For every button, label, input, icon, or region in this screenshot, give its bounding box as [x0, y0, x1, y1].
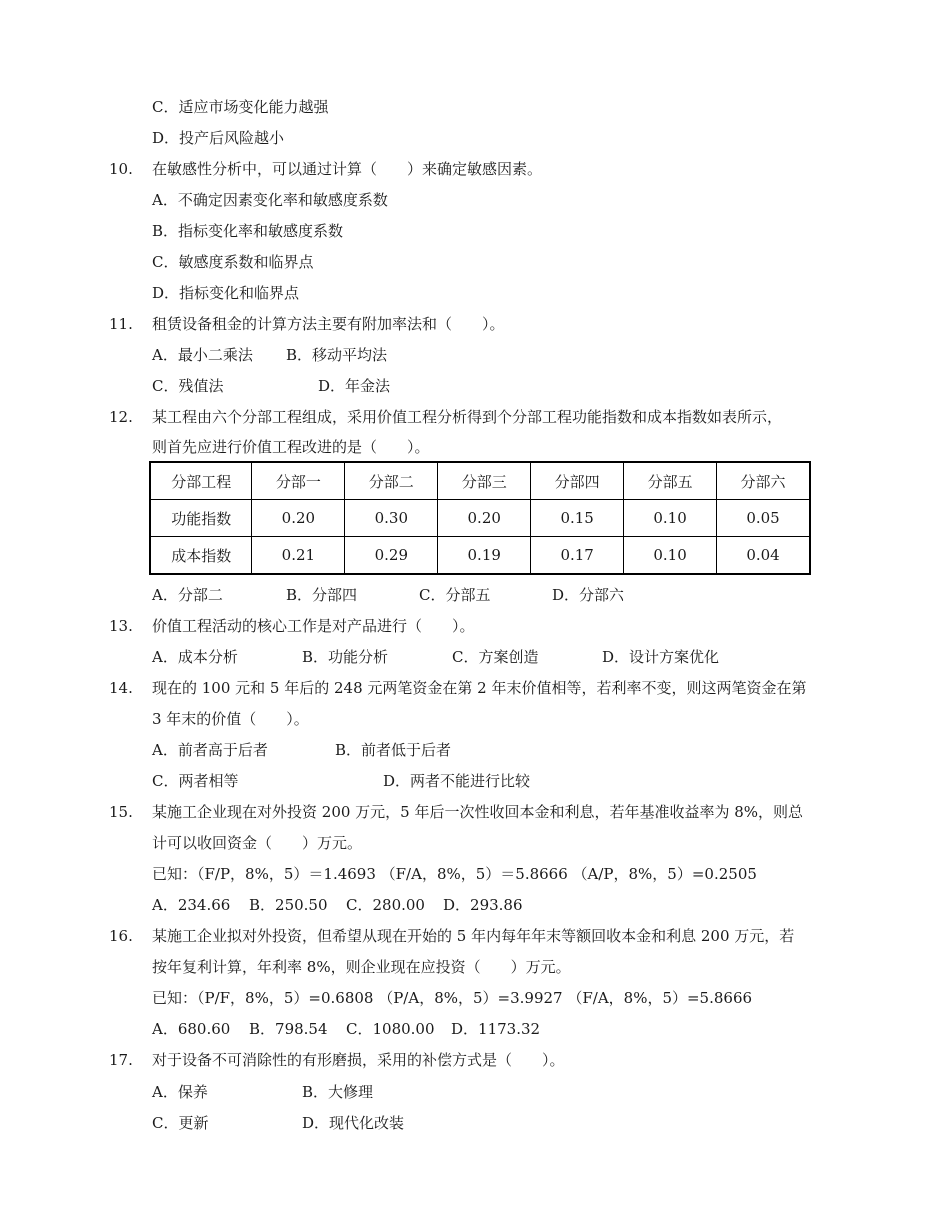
question-number: 17. — [109, 1051, 133, 1069]
table-header-cell: 分部三 — [438, 462, 531, 500]
question-number: 12. — [109, 408, 133, 426]
table-header-cell: 分部四 — [531, 462, 624, 500]
q12-option-d: D．分部六 — [552, 586, 625, 604]
question-text: 则首先应进行价值工程改进的是（ ）。 — [152, 438, 430, 456]
q16-option-c: C．1080.00 — [346, 1020, 435, 1038]
question-text: 某施工企业拟对外投资，但希望从现在开始的 5 年内每年年末等额回收本金和利息 200 万元，若 — [152, 927, 795, 945]
question-text: 3 年末的价值（ ）。 — [152, 710, 309, 728]
q10-option-a: A．不确定因素变化率和敏感度系数 — [152, 191, 388, 209]
q17-option-a: A．保养 — [152, 1083, 208, 1101]
q11-option-b: B．移动平均法 — [286, 346, 388, 364]
table-cell: 0.17 — [531, 537, 624, 575]
q15-option-b: B．250.50 — [249, 896, 328, 914]
table-header-cell: 分部一 — [252, 462, 345, 500]
q16-option-d: D．1173.32 — [451, 1020, 541, 1038]
q13-option-b: B．功能分析 — [302, 648, 389, 666]
table-row — [150, 537, 810, 575]
table-header-cell: 分部二 — [345, 462, 438, 500]
q13-option-c: C．方案创造 — [452, 648, 539, 666]
question-text: 现在的 100 元和 5 年后的 248 元两笔资金在第 2 年末价值相等，若利率不变，则这两笔资金在第 — [152, 679, 807, 697]
question-number: 16. — [109, 927, 133, 945]
table-header-cell: 分部五 — [624, 462, 717, 500]
given-factors: 已知：（F/P，8%，5）＝1.4693 （F/A，8%，5）＝5.8666 （A/P，8%，5）=0.2505 — [152, 865, 757, 883]
question-number: 13. — [109, 617, 133, 635]
question-text: 按年复利计算，年利率 8%，则企业现在应投资（ ）万元。 — [152, 958, 571, 976]
q16-option-a: A．680.60 — [152, 1020, 231, 1038]
question-number: 14. — [109, 679, 133, 697]
table-cell: 0.15 — [531, 500, 624, 537]
q10-option-b: B．指标变化率和敏感度系数 — [152, 222, 344, 240]
question-text: 价值工程活动的核心工作是对产品进行（ ）。 — [152, 617, 475, 635]
q11-option-c: C．残值法 — [152, 377, 224, 395]
q16-option-b: B．798.54 — [249, 1020, 328, 1038]
q10-option-c: C．敏感度系数和临界点 — [152, 253, 314, 271]
table-row-label: 成本指数 — [150, 537, 252, 575]
q9-option-d: D．投产后风险越小 — [152, 129, 285, 147]
table-header-cell: 分部工程 — [150, 462, 252, 500]
q11-option-d: D．年金法 — [318, 377, 391, 395]
q15-option-c: C．280.00 — [346, 896, 425, 914]
table-row-label: 功能指数 — [150, 500, 252, 537]
q14-option-b: B．前者低于后者 — [335, 741, 452, 759]
q9-option-c: C．适应市场变化能力越强 — [152, 98, 329, 116]
table-cell: 0.21 — [252, 537, 345, 575]
q12-option-c: C．分部五 — [419, 586, 491, 604]
table-cell: 0.30 — [345, 500, 438, 537]
table-header-cell: 分部六 — [717, 462, 810, 500]
question-text: 对于设备不可消除性的有形磨损，采用的补偿方式是（ ）。 — [152, 1051, 565, 1069]
question-text: 计可以收回资金（ ）万元。 — [152, 834, 363, 852]
table-row — [150, 500, 810, 537]
table-cell: 0.20 — [252, 500, 345, 537]
table-cell: 0.19 — [438, 537, 531, 575]
value-engineering-table — [149, 461, 811, 575]
question-number: 15. — [109, 803, 133, 821]
table-cell: 0.10 — [624, 500, 717, 537]
question-text: 某工程由六个分部工程组成，采用价值工程分析得到个分部工程功能指数和成本指数如表所示， — [152, 408, 783, 426]
table-header-row — [150, 462, 810, 500]
q14-option-d: D．两者不能进行比较 — [383, 772, 531, 790]
table-cell: 0.04 — [717, 537, 810, 575]
question-text: 某施工企业现在对外投资 200 万元，5 年后一次性收回本金和利息，若年基准收益率为 8%，则总 — [152, 803, 804, 821]
question-number: 10. — [109, 160, 133, 178]
given-factors: 已知：（P/F，8%，5）=0.6808 （P/A，8%，5）=3.9927 （F/A，8%，5）=5.8666 — [152, 989, 753, 1007]
q14-option-a: A．前者高于后者 — [152, 741, 268, 759]
table-cell: 0.29 — [345, 537, 438, 575]
question-text: 在敏感性分析中，可以通过计算（ ）来确定敏感因素。 — [152, 160, 543, 178]
table-cell: 0.05 — [717, 500, 810, 537]
table-cell: 0.10 — [624, 537, 717, 575]
q11-option-a: A．最小二乘法 — [152, 346, 253, 364]
q17-option-b: B．大修理 — [302, 1083, 374, 1101]
question-text: 租赁设备租金的计算方法主要有附加率法和（ ）。 — [152, 315, 505, 333]
q15-option-a: A．234.66 — [152, 896, 231, 914]
q15-option-d: D．293.86 — [443, 896, 523, 914]
question-number: 11. — [109, 315, 133, 333]
q17-option-c: C．更新 — [152, 1114, 209, 1132]
table-cell: 0.20 — [438, 500, 531, 537]
q13-option-d: D．设计方案优化 — [602, 648, 720, 666]
q12-option-a: A．分部二 — [152, 586, 223, 604]
q12-option-b: B．分部四 — [286, 586, 358, 604]
q17-option-d: D．现代化改装 — [302, 1114, 405, 1132]
q10-option-d: D．指标变化和临界点 — [152, 284, 300, 302]
q13-option-a: A．成本分析 — [152, 648, 238, 666]
q14-option-c: C．两者相等 — [152, 772, 239, 790]
